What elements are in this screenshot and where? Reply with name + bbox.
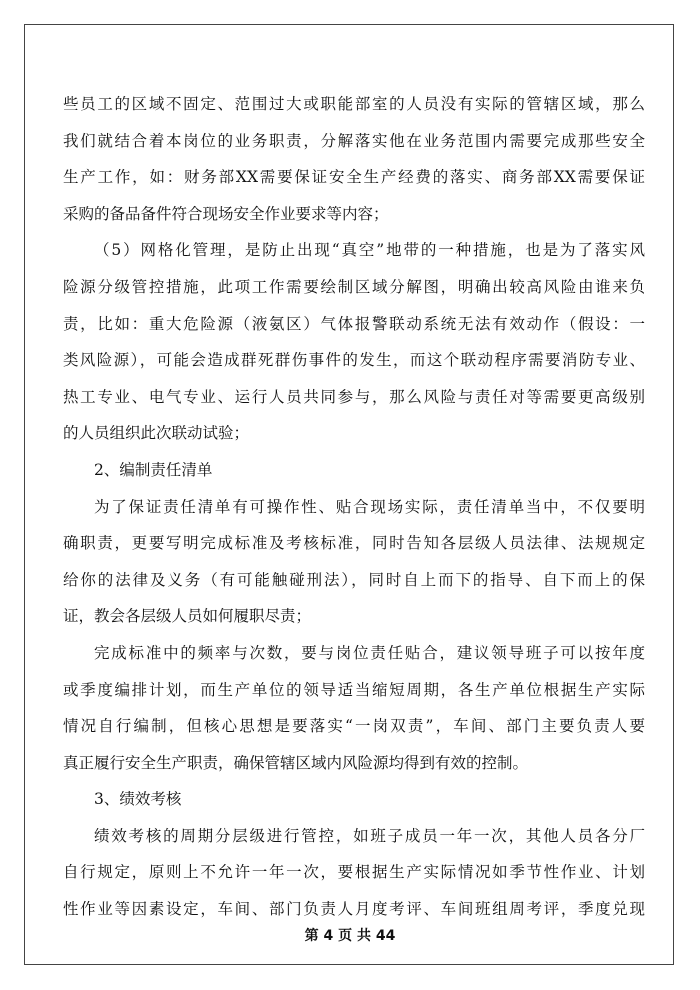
text-line: 我们就结合着本岗位的业务职责，分解落实他在业务范围内需要完成那些安全: [63, 131, 645, 150]
text-line: 类风险源），可能会造成群死群伤事件的发生，而这个联动程序需要消防专业、: [63, 351, 645, 370]
paragraph-1: [63, 86, 645, 232]
text-line: 证，教会各层级人员如何履职尽责；: [63, 607, 312, 626]
text-line: （5）网格化管理，是防止出现“真空”地带的一种措施，也是为了落实风: [94, 241, 645, 260]
document-body: [63, 86, 645, 928]
text-line: 给你的法律及义务（有可能触碰刑法），同时自上而下的指导、自下而上的保: [63, 570, 645, 589]
text-line: 生产工作，如：财务部XX需要保证安全生产经费的落实、商务部XX需要保证: [63, 168, 645, 187]
paragraph-3: [63, 489, 645, 635]
text-line: 或季度编排计划，而生产单位的领导适当缩短周期，各生产单位根据生产实际: [63, 680, 645, 699]
section-heading: 3、绩效考核: [94, 790, 182, 809]
paragraph-5: [63, 818, 645, 928]
text-line: 些员工的区域不固定、范围过大或职能部室的人员没有实际的管辖区域，那么: [63, 95, 645, 113]
paragraph-4: [63, 635, 645, 781]
paragraph-2: [63, 232, 645, 452]
text-line: 情况自行编制，但核心思想是要落实“一岗双责”，车间、部门主要负责人要: [63, 717, 645, 736]
text-line: 的人员组织此次联动试验；: [63, 424, 250, 443]
text-line: 采购的备品备件符合现场安全作业要求等内容；: [63, 204, 389, 223]
page-number-footer: 第 4 页 共 44: [304, 928, 396, 944]
text-line: 责，比如：重大危险源（液氨区）气体报警联动系统无法有效动作（假设：一: [63, 314, 645, 333]
text-line: 绩效考核的周期分层级进行管控，如班子成员一年一次，其他人员各分厂: [94, 826, 645, 845]
text-line: 险源分级管控措施，此项工作需要绘制区域分解图，明确出较高风险由谁来负: [63, 277, 645, 296]
text-line: 热工专业、电气专业、运行人员共同参与，那么风险与责任对等需要更高级别: [63, 387, 645, 406]
text-line: 性作业等因素设定，车间、部门负责人月度考评、车间班组周考评，季度兑现: [63, 900, 645, 919]
section-heading: 2、编制责任清单: [94, 460, 213, 479]
text-line: 自行规定，原则上不允许一年一次，要根据生产实际情况如季节性作业、计划: [63, 863, 645, 882]
text-line: 确职责，更要写明完成标准及考核标准，同时告知各层级人员法律、法规规定: [63, 534, 645, 553]
text-line: 完成标准中的频率与次数，要与岗位责任贴合，建议领导班子可以按年度: [94, 643, 645, 662]
text-line: 真正履行安全生产职责，确保管辖区域内风险源均得到有效的控制。: [63, 753, 529, 772]
text-line: 为了保证责任清单有可操作性、贴合现场实际，责任清单当中，不仅要明: [94, 497, 645, 516]
